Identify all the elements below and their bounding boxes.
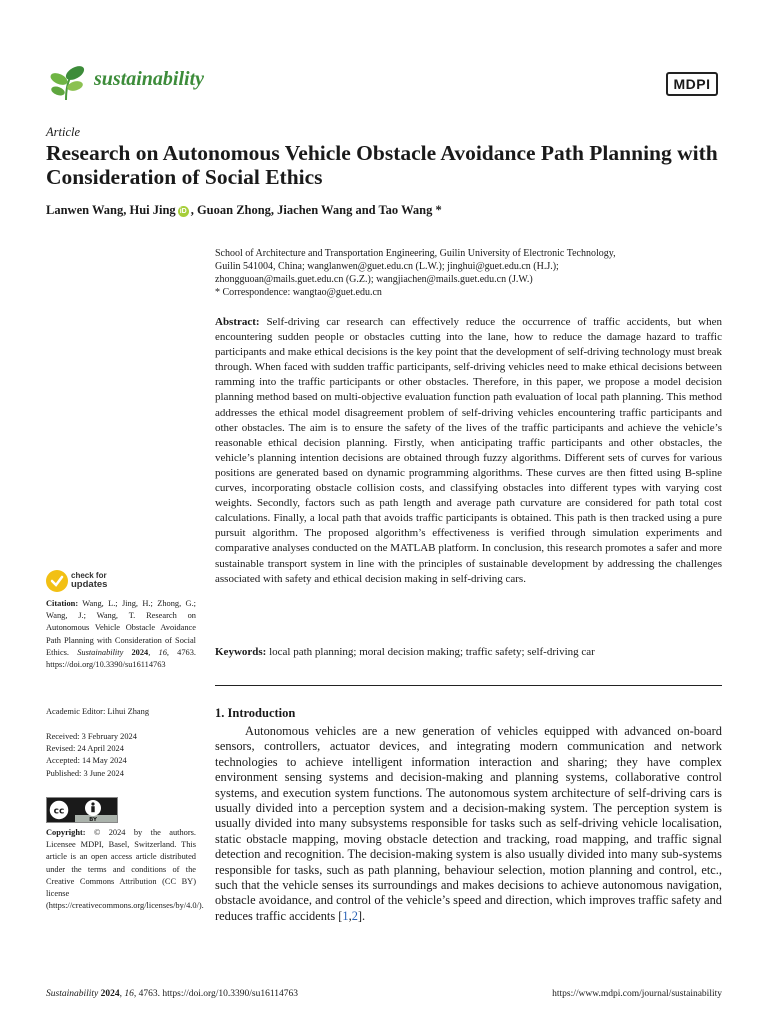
article-type: Article (46, 125, 81, 139)
accepted-date: Accepted: 14 May 2024 (46, 756, 127, 766)
paragraph-end: ]. (357, 908, 366, 923)
revised-date: Revised: 24 April 2024 (46, 744, 124, 754)
copyright-text: © 2024 by the authors. Licensee MDPI, Basel, Switzerland. This article is an open access article distributed under the terms and conditions of the Creative Commons Attribution (CC BY) license (https://creativecommons.org/licenses/by/4.0/). (46, 828, 204, 911)
citation-year: 2024 (123, 647, 149, 657)
section-heading: 1. Introduction (215, 706, 296, 720)
svg-text:cc: cc (53, 806, 65, 817)
footer-journal: Sustainability (46, 989, 99, 999)
received-date: Received: 3 February 2024 (46, 732, 137, 741)
citation-text: Wang, L.; Jing, H.; Zhong, G.; Wang, J.; Wang, T. Research on Autonomous Vehicle Obstacle Avoidance Path Planning with Consideration of Social Ethics. (46, 599, 196, 657)
published-date: Published: 3 June 2024 (46, 768, 124, 778)
authors-part-1: Lanwen Wang, Hui Jing (46, 203, 176, 217)
dates-block (46, 731, 196, 780)
paragraph-text: Autonomous vehicles are a new generation of vehicles equipped with advanced on-board sensors, controllers, actuator devices, and integrating modern communication and network technologies to achieve intelligent information interaction and sharing; they have complex environment sensing systems and decision-making and planning systems, collaborative control systems, and execution system functions. The autonomous system architecture of self-driving cars is usually divided into a perception system and a decision-making system. The perception system is usually divided into many subsystems responsible for tasks such as self-driving vehicle localisation, static obstacle mapping, moving obstacle detection and tracking, road mapping, and traffic signal detection and recognition. The decision-making system is also usually divided into many sub-systems responsible for tasks, such as path planning, behaviour selection, motion planning and control, etc., such that the vehicle senses its surroundings and makes decisions to achieve autonomous navigation, obstacle avoidance, and control of the vehicle’s speed and direction, which improves traffic safety and reduces traffic accidents [ (215, 724, 722, 923)
journal-name: sustainability (94, 68, 205, 90)
footer-volume: , 16 (119, 989, 134, 999)
svg-text:BY: BY (89, 817, 97, 822)
citation-link[interactable]: 2 (351, 908, 358, 923)
affiliation-line: Guilin 541004, China; wanglanwen@guet.edu.cn (L.W.); jinghui@guet.edu.cn (H.J.); (215, 261, 559, 272)
keywords (215, 645, 722, 660)
check-for-updates-button[interactable] (46, 570, 136, 596)
keywords-text: local path planning; moral decision making; traffic safety; self-driving car (269, 646, 595, 658)
check-updates-line: check for (71, 571, 107, 580)
cc-by-license-icon[interactable] (46, 797, 118, 823)
citation-doi[interactable]: , 4763. https://doi.org/10.3390/su16114763 (46, 647, 196, 670)
paragraph (215, 724, 722, 924)
abstract (215, 315, 722, 587)
orcid-icon[interactable]: iD (179, 208, 187, 215)
author-list (46, 203, 442, 218)
keywords-label: Keywords: (215, 646, 267, 658)
footer-year: 2024 (98, 989, 120, 999)
footer-doi[interactable]: , 4763. https://doi.org/10.3390/su16114763 (133, 989, 299, 999)
citation-link[interactable]: 1 (342, 908, 349, 923)
copyright-label: Copyright: (46, 828, 86, 837)
mdpi-logo: MDPI (666, 72, 718, 96)
abstract-label: Abstract: (215, 316, 260, 328)
citation-journal: Sustainability (77, 647, 124, 657)
divider (215, 685, 722, 686)
paper-title: Research on Autonomous Vehicle Obstacle Avoidance Path Planning with Consideration of Social Ethics (46, 141, 718, 189)
citation-block (46, 598, 196, 671)
abstract-text: Self-driving car research can effectively reduce the occurrence of traffic accidents, but when encountering sudden people or obstacles cutting into the lane, how to reduce the damage hazard to traffic participants and make ethical decisions is the key point that the development of self-driving technology must break through. When faced with sudden traffic participants, self-driving vehicles need to make ethical decisions between ramming into the traffic participants or other obstacles. Therefore, in this paper, we propose a model decision planning method based on multi-objective evaluation function path evaluation of local path planning. This method addresses the ethical model disagreement problem of self-driving vehicles encountering traffic participants and other obstacles. The aim is to ensure the safety of the lives of the traffic participants and achieve the vehicle’s reasonable ethical decision planning. Firstly, when anticipating traffic participants and other obstacles, the vehicle’s planning intention decisions are obtained through fuzzy algorithms. Different sets of curves for various positions are generated based on dynamic programming algorithms. These curves are then fitted using B-spline curves, incorporating obstacle collision costs, and classifying obstacles into different types with varying cost weights. Secondly, factors such as path length and average path curvature are considered for path total cost calculations. Finally, a local path that avoids traffic participants is obtained. This path is then tracked using a pure pursuit algorithm. The proposed algorithm’s effectiveness is verified through simulation experiments and comparative analyses conducted on the MATLAB platform. In conclusion, this research promotes a safer and more sustainable transport system in line with the principles of sustainable development by addressing the challenges associated with safety and ethical decision making in self-driving cars. (215, 316, 723, 585)
footer-journal-url[interactable]: https://www.mdpi.com/journal/sustainability (552, 989, 722, 999)
affiliation (215, 247, 725, 299)
check-icon (46, 570, 68, 592)
introduction-body (215, 724, 722, 924)
affiliation-line: School of Architecture and Transportation Engineering, Guilin University of Electronic Technology, (215, 248, 616, 259)
citation-separator: , (348, 908, 352, 923)
citation-label: Citation: (46, 599, 79, 608)
copyright-block (46, 827, 204, 912)
authors-part-2: , Guoan Zhong, Jiachen Wang and Tao Wang * (190, 203, 442, 217)
check-updates-line: updates (71, 579, 108, 590)
affiliation-line: zhongguoan@mails.guet.edu.cn (G.Z.); wangjiachen@mails.guet.edu.cn (J.W.) (215, 274, 533, 285)
academic-editor: Academic Editor: Lihui Zhang (46, 707, 150, 716)
citation-volume: , 16 (148, 647, 167, 657)
leaf-icon (46, 62, 88, 104)
footer-citation (46, 989, 298, 999)
correspondence: * Correspondence: wangtao@guet.edu.cn (215, 287, 382, 298)
